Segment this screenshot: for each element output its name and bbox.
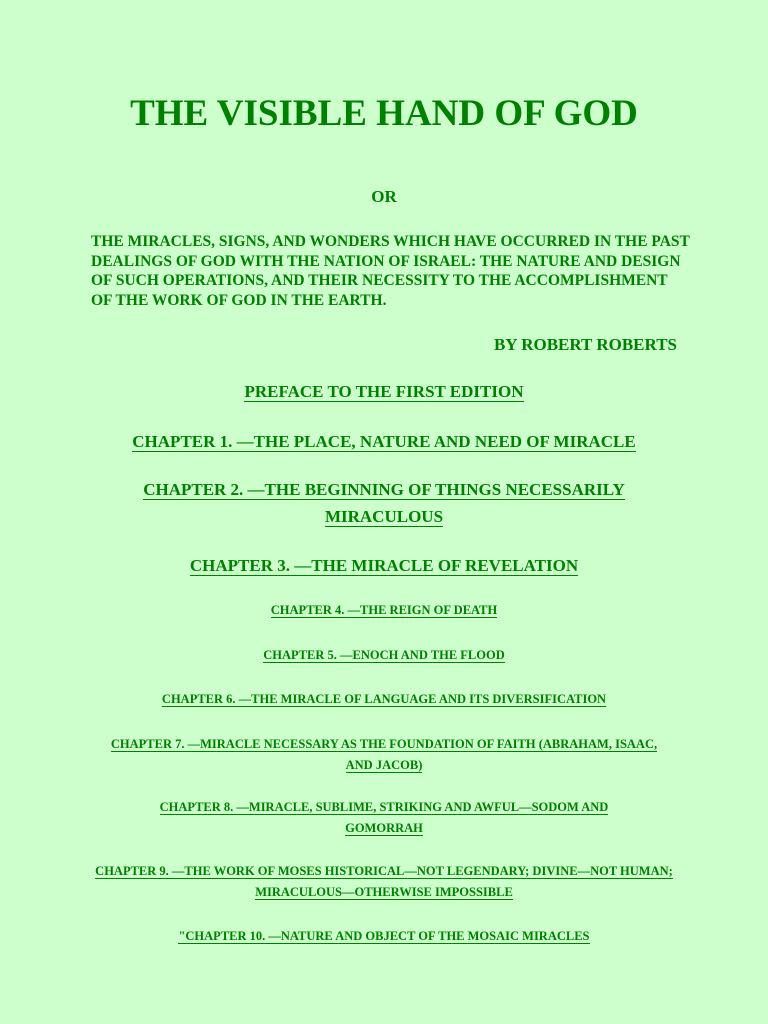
book-subtitle: THE MIRACLES, SIGNS, AND WONDERS WHICH HAVE OCCURRED IN THE PAST DEALINGS OF GOD WITH THE NATION OF ISRAEL: THE NATURE AND DESIGN OF SUCH OPERATIONS, AND THEIR NECESSITY TO THE ACCOMPLISHMENT OF THE WORK OF GOD IN THE EARTH. (91, 233, 690, 309)
toc-entry-chapter-6 (60, 689, 708, 710)
toc-link-chapter-7[interactable]: CHAPTER 7. —MIRACLE NECESSARY AS THE FOUNDATION OF FAITH (ABRAHAM, ISAAC, AND JACOB) (110, 737, 658, 772)
toc-link-chapter-8[interactable]: CHAPTER 8. —MIRACLE, SUBLIME, STRIKING AND AWFUL—SODOM AND GOMORRAH (159, 800, 609, 835)
toc-entry-chapter-10 (60, 926, 708, 947)
toc-entry-chapter-4 (60, 600, 708, 621)
author-byline: BY ROBERT ROBERTS (493, 335, 677, 354)
toc-entry-chapter-3 (60, 552, 708, 579)
toc-entry-chapter-1 (60, 428, 708, 455)
or-separator: OR (371, 187, 397, 206)
toc-entry-preface (60, 378, 708, 405)
toc-link-chapter-3[interactable]: CHAPTER 3. —THE MIRACLE OF REVELATION (189, 556, 579, 575)
toc-entry-chapter-8 (128, 797, 640, 839)
toc-entry-chapter-5 (60, 645, 708, 666)
toc-link-chapter-10[interactable]: "CHAPTER 10. —NATURE AND OBJECT OF THE MOSAIC MIRACLES (178, 929, 590, 943)
toc-link-chapter-1[interactable]: CHAPTER 1. —THE PLACE, NATURE AND NEED OF MIRACLE (132, 432, 636, 451)
toc-link-chapter-2[interactable]: CHAPTER 2. —THE BEGINNING OF THINGS NECESSARILY MIRACULOUS (143, 480, 625, 526)
toc-entry-chapter-9 (88, 861, 680, 903)
book-title: THE VISIBLE HAND OF GOD (130, 93, 638, 134)
toc-link-chapter-4[interactable]: CHAPTER 4. —THE REIGN OF DEATH (270, 603, 498, 617)
toc-link-preface[interactable]: PREFACE TO THE FIRST EDITION (244, 382, 524, 401)
toc-entry-chapter-2 (105, 476, 663, 530)
toc-link-chapter-9[interactable]: CHAPTER 9. —THE WORK OF MOSES HISTORICAL—NOT LEGENDARY; DIVINE—NOT HUMAN; MIRACULOUS—OTHERWISE IMPOSSIBLE (95, 864, 673, 899)
toc-entry-chapter-7 (100, 734, 668, 776)
toc-link-chapter-6[interactable]: CHAPTER 6. —THE MIRACLE OF LANGUAGE AND ITS DIVERSIFICATION (161, 692, 607, 706)
toc-link-chapter-5[interactable]: CHAPTER 5. —ENOCH AND THE FLOOD (263, 648, 505, 662)
